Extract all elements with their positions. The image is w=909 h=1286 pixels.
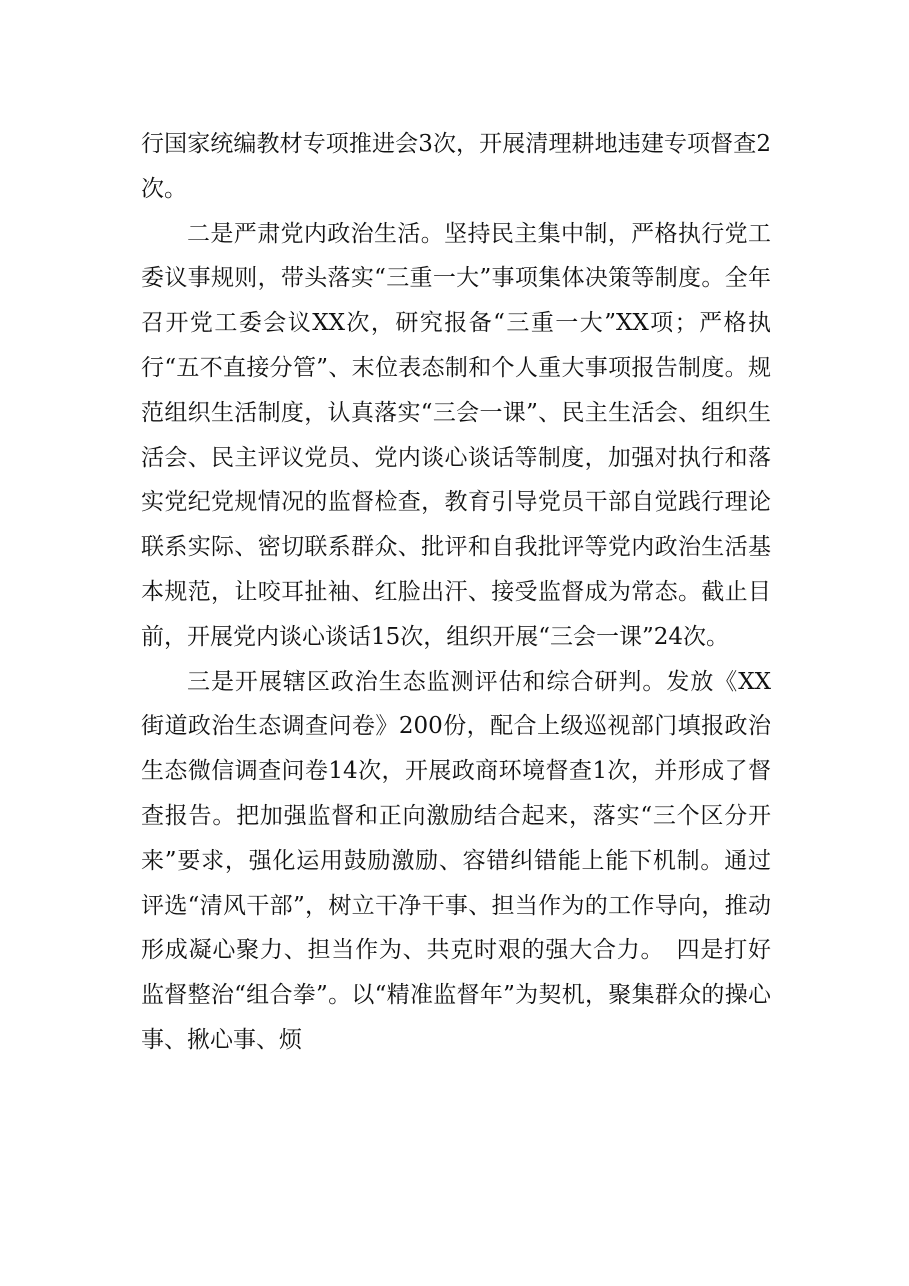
paragraph-political-life: 二是严肃党内政治生活。坚持民主集中制，严格执行党工委议事规则，带头落实“三重一大”事项集体决策等制度。全年召开党工委会议XX次，研究报备“三重一大”XX项；严格执行“五不直接分管”、末位表态制和个人重大事项报告制度。规范组织生活制度，认真落实“三会一课”、民主生活会、组织生活会、民主评议党员、党内谈心谈话等制度，加强对执行和落实党纪党规情况的监督检查，教育引导党员干部自觉践行理论联系实际、密切联系群众、批评和自我批评等党内政治生活基本规范，让咬耳扯袖、红脸出汗、接受监督成为常态。截止目前，开展党内谈心谈话15次，组织开展“三会一课”24次。 xyxy=(141,220,771,650)
paragraph-political-ecology: 三是开展辖区政治生态监测评估和综合研判。发放《XX街道政治生态调查问卷》200份，配合上级巡视部门填报政治生态微信调查问卷14次，开展政商环境督查1次，并形成了督查报告。把加强监督和正向激励结合起来，落实“三个区分开来”要求，强化运用鼓励激励、容错纠错能上能下机制。通过评选“清风干部”，树立干净干事、担当作为的工作导向，推动形成凝心聚力、担当作为、共克时艰的强大合力。 四是打好监督整治“组合拳”。以“精准监督年”为契机，聚集群众的操心事、揪心事、烦 xyxy=(141,668,771,1053)
paragraph-continued: 行国家统编教材专项推进会3次，开展清理耕地违建专项督查2次。 xyxy=(141,131,771,202)
document-body xyxy=(141,122,771,1063)
